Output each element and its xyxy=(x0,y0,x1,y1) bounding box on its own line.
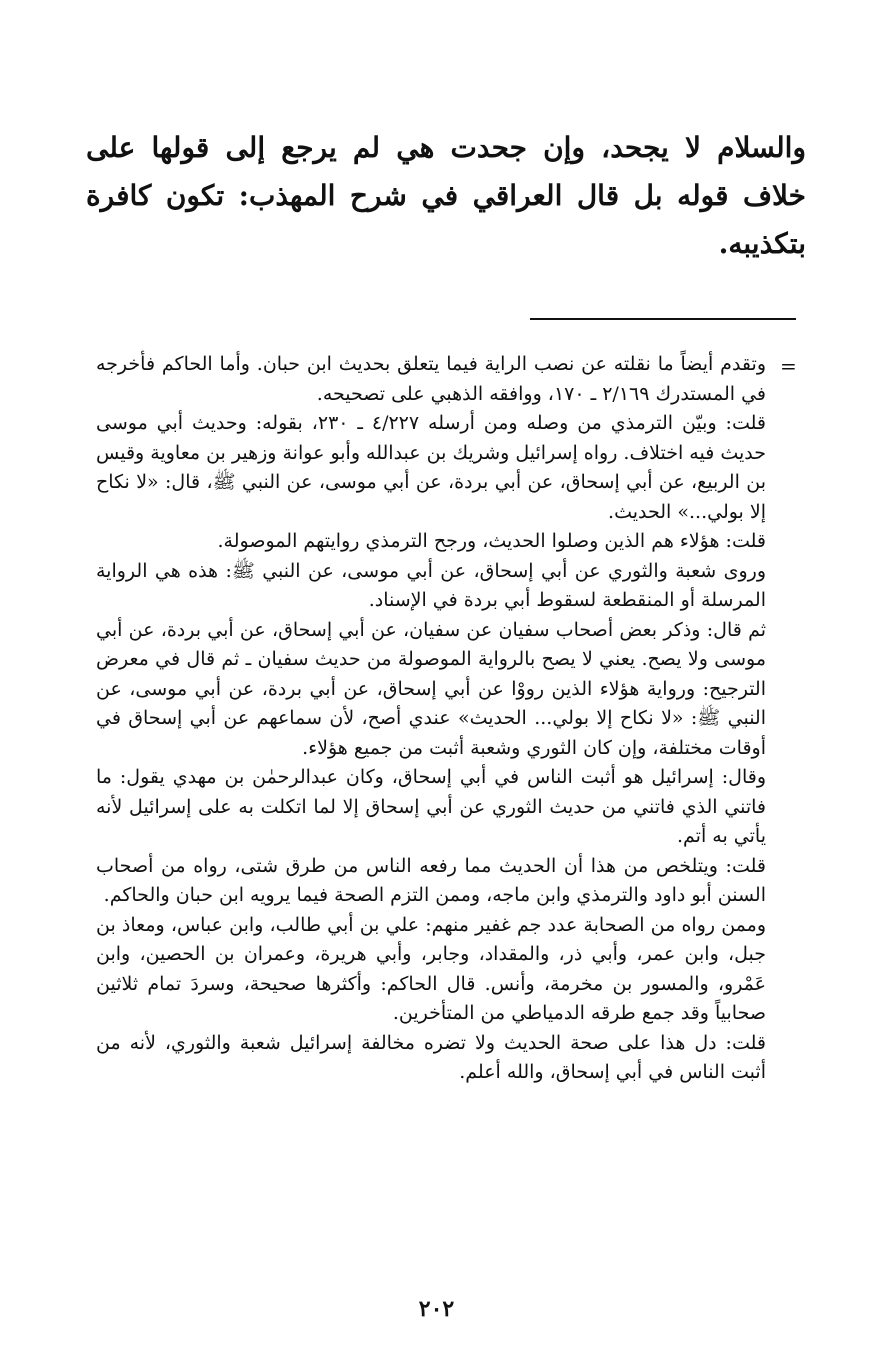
footnote-paragraph: ثم قال: وذكر بعض أصحاب سفيان عن سفيان، عن أبي إسحاق، عن أبي بردة، عن أبي موسى ولا يصح. يعني لا يصح بالرواية الموصولة من حديث سفيان ـ ثم قال في معرض الترجيح: ورواية هؤلاء الذين رووْا عن أبي إسحاق، عن أبي بردة، عن أبي موسى، عن النبي ﷺ: «لا نكاح إلا بولي... الحديث» عندي أصح، لأن سماعهم عن أبي إسحاق في أوقات مختلفة، وإن كان الثوري وشعبة أثبت من جميع هؤلاء. xyxy=(96,618,766,759)
footnote-paragraph: وقال: إسرائيل هو أثبت الناس في أبي إسحاق، وكان عبدالرحمٰن بن مهدي يقول: ما فاتني الذي فاتني من حديث الثوري عن أبي إسحاق إلا لما اتكلت به على إسرائيل لأنه يأتي به أتم. xyxy=(96,766,766,847)
footnote-paragraph: قلت: وبيّن الترمذي من وصله ومن أرسله ٤/٢٢٧ ـ ٢٣٠، بقوله: وحديث أبي موسى حديث فيه اختلاف. رواه إسرائيل وشريك بن عبدالله وأبو عوانة وزهير بن معاوية وقيس بن الربيع، عن أبي إسحاق، عن أبي بردة، عن أبي موسى، عن النبي ﷺ، قال: «لا نكاح إلا بولي...» الحديث. xyxy=(96,412,766,523)
footnote-paragraph: قلت: دل هذا على صحة الحديث ولا تضره مخالفة إسرائيل شعبة والثوري، لأنه من أثبت الناس في أبي إسحاق، والله أعلم. xyxy=(96,1031,766,1083)
footnote-paragraph: وممن رواه من الصحابة عدد جم غفير منهم: علي بن أبي طالب، وابن عباس، ومعاذ بن جبل، وابن عمر، وأبي ذر، والمقداد، وجابر، وأبي هريرة، وعمران بن الحصين، وابن عَمْرو، والمسور بن مخرمة، وأنس. قال الحاكم: وأكثرها صحيحة، وسردَ تمام ثلاثين صحابياً وقد جمع طرقه الدمياطي من المتأخرين. xyxy=(96,913,766,1024)
main-text-block xyxy=(86,124,806,268)
main-paragraph: والسلام لا يجحد، وإن جحدت هي لم يرجع إلى قولها على خلاف قوله بل قال العراقي في شرح المهذب: تكون كافرة بتكذيبه. xyxy=(86,131,806,260)
footnote-continuation-mark: = xyxy=(780,354,797,378)
footnote-paragraph: قلت: ويتلخص من هذا أن الحديث مما رفعه الناس من طرق شتى، رواه من أصحاب السنن أبو داود والترمذي وابن ماجه، وممن التزم الصحة فيما يرويه ابن حبان والحاكم. xyxy=(96,854,766,906)
footnote-separator xyxy=(530,318,796,320)
footnote-paragraph: قلت: هؤلاء هم الذين وصلوا الحديث، ورجح الترمذي روايتهم الموصولة. xyxy=(217,530,766,552)
page-number: ٢٠٢ xyxy=(418,1296,455,1322)
footnote-paragraph: وروى شعبة والثوري عن أبي إسحاق، عن أبي موسى، عن النبي ﷺ: هذه هي الرواية المرسلة أو المنقطعة لسقوط أبي بردة في الإسناد. xyxy=(96,559,766,611)
footnote-paragraph: وتقدم أيضاً ما نقلته عن نصب الراية فيما يتعلق بحديث ابن حبان. وأما الحاكم فأخرجه في المستدرك ٢/١٦٩ ـ ١٧٠، ووافقه الذهبي على تصحيحه. xyxy=(96,353,766,405)
footnote-block xyxy=(96,350,766,1088)
